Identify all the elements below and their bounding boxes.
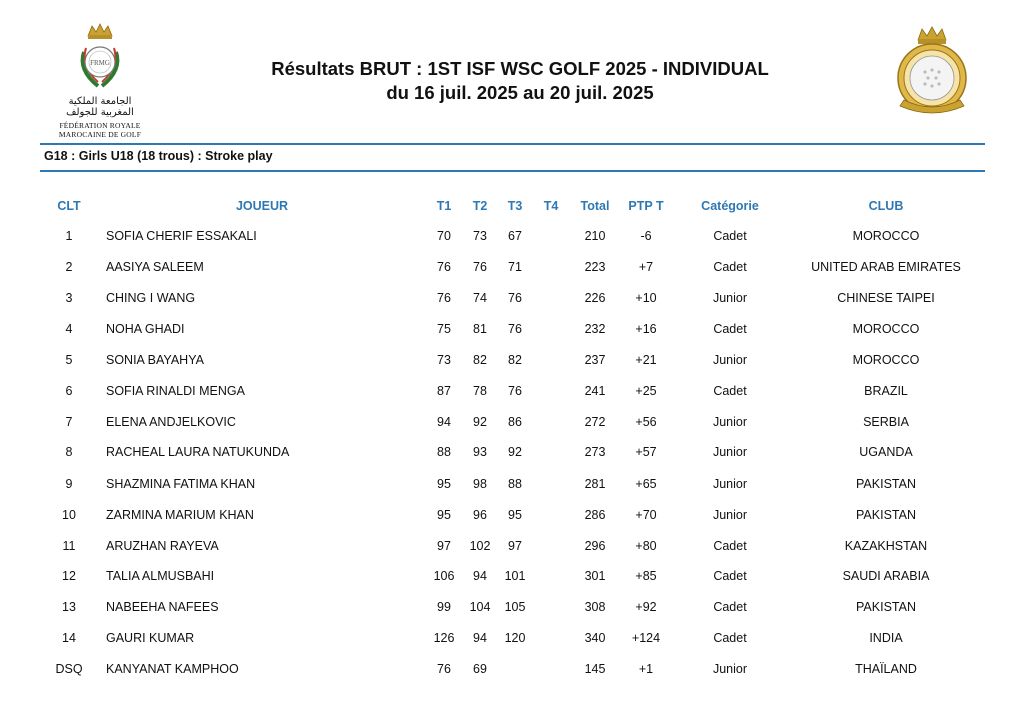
cell-total: 223: [584, 260, 606, 274]
table-row: [0, 415, 1024, 435]
col-header-total: Total: [580, 199, 610, 213]
cell-t1: 126: [433, 631, 455, 645]
cell-club: MOROCCO: [852, 322, 920, 336]
table-row: [0, 291, 1024, 311]
seal-text: FRMG: [90, 59, 110, 67]
cell-t1: 76: [437, 291, 451, 305]
cell-ptp: +25: [635, 384, 657, 398]
cell-t1: 97: [437, 539, 451, 553]
cell-t2: 94: [473, 569, 487, 583]
federation-arabic-name: الجامعة الملكية المغربية للجولف: [66, 96, 134, 118]
federation-seal-icon: [68, 22, 132, 94]
cell-ptp: +65: [635, 477, 657, 491]
date-range: du 16 juil. 2025 au 20 juil. 2025: [386, 82, 654, 103]
cell-total: 226: [584, 291, 606, 305]
trophy-logo: [890, 26, 974, 116]
cell-joueur: NOHA GHADI: [106, 322, 185, 336]
cell-joueur: ZARMINA MARIUM KHAN: [106, 508, 254, 522]
cell-joueur: CHING I WANG: [106, 291, 196, 305]
cell-categorie: Cadet: [713, 384, 747, 398]
cell-t2: 96: [473, 508, 487, 522]
cell-joueur: KANYANAT KAMPHOO: [106, 662, 239, 676]
table-row: [0, 477, 1024, 497]
cell-ptp: +56: [635, 415, 657, 429]
golf-ball-crown-icon: [890, 26, 974, 116]
cell-club: MOROCCO: [852, 229, 920, 243]
cell-club: PAKISTAN: [856, 600, 916, 614]
cell-total: 145: [584, 662, 606, 676]
cell-t3: 105: [504, 600, 526, 614]
cell-t3: 120: [504, 631, 526, 645]
cell-clt: 10: [62, 508, 76, 522]
cell-club: KAZAKHSTAN: [844, 539, 928, 553]
cell-t3: 88: [508, 477, 522, 491]
cell-categorie: Junior: [712, 291, 748, 305]
cell-joueur: NABEEHA NAFEES: [106, 600, 219, 614]
col-header-clt: CLT: [57, 199, 81, 213]
col-header-categorie: Catégorie: [701, 199, 759, 213]
cell-t1: 87: [437, 384, 451, 398]
cell-clt: 1: [65, 229, 73, 243]
col-header-t1: T1: [436, 199, 452, 213]
cell-total: 273: [584, 445, 606, 459]
cell-t3: 82: [508, 353, 522, 367]
federation-latin-name: FÉDÉRATION ROYALE MAROCAINE DE GOLF: [58, 121, 142, 139]
cell-club: CHINESE TAIPEI: [837, 291, 935, 305]
cell-total: 237: [584, 353, 606, 367]
cell-total: 241: [584, 384, 606, 398]
cell-ptp: +92: [635, 600, 657, 614]
table-row: [0, 384, 1024, 404]
cell-categorie: Junior: [712, 477, 748, 491]
cell-total: 286: [584, 508, 606, 522]
cell-t2: 92: [473, 415, 487, 429]
cell-t2: 93: [473, 445, 487, 459]
cell-t1: 70: [437, 229, 451, 243]
cell-club: THAÏLAND: [855, 662, 917, 676]
cell-categorie: Cadet: [713, 260, 747, 274]
cell-joueur: AASIYA SALEEM: [106, 260, 204, 274]
cell-ptp: +7: [638, 260, 654, 274]
cell-ptp: +10: [635, 291, 657, 305]
cell-t1: 73: [437, 353, 451, 367]
cell-t1: 76: [437, 662, 451, 676]
cell-t3: 76: [508, 322, 522, 336]
table-row: [0, 569, 1024, 589]
cell-joueur: ARUZHAN RAYEVA: [106, 539, 219, 553]
cell-joueur: ELENA ANDJELKOVIC: [106, 415, 236, 429]
table-row: [0, 631, 1024, 651]
cell-ptp: -6: [640, 229, 652, 243]
bottom-divider: [40, 170, 985, 172]
col-header-t2: T2: [472, 199, 488, 213]
col-header-ptp: PTP T: [628, 199, 664, 213]
table-row: [0, 539, 1024, 559]
cell-categorie: Cadet: [713, 229, 747, 243]
cell-t2: 74: [473, 291, 487, 305]
cell-ptp: +57: [635, 445, 657, 459]
cell-t3: 76: [508, 384, 522, 398]
cell-t1: 99: [437, 600, 451, 614]
cell-t3: 95: [508, 508, 522, 522]
cell-joueur: SHAZMINA FATIMA KHAN: [106, 477, 256, 491]
cell-t3: 92: [508, 445, 522, 459]
cell-ptp: +21: [635, 353, 657, 367]
cell-t2: 81: [473, 322, 487, 336]
cell-clt: 6: [65, 384, 73, 398]
cell-t2: 73: [473, 229, 487, 243]
cell-t3: 67: [508, 229, 522, 243]
cell-categorie: Cadet: [713, 631, 747, 645]
cell-t2: 76: [473, 260, 487, 274]
cell-total: 281: [584, 477, 606, 491]
cell-t2: 94: [473, 631, 487, 645]
cell-joueur: RACHEAL LAURA NATUKUNDA: [106, 445, 290, 459]
cell-t2: 102: [469, 539, 491, 553]
cell-club: BRAZIL: [864, 384, 908, 398]
table-row: [0, 322, 1024, 342]
cell-t1: 75: [437, 322, 451, 336]
col-header-t3: T3: [507, 199, 523, 213]
cell-club: SAUDI ARABIA: [842, 569, 930, 583]
cell-club: UNITED ARAB EMIRATES: [811, 260, 961, 274]
cell-t2: 78: [473, 384, 487, 398]
cell-joueur: TALIA ALMUSBAHI: [106, 569, 215, 583]
cell-total: 210: [584, 229, 606, 243]
cell-clt: 4: [65, 322, 73, 336]
cell-clt: 7: [65, 415, 73, 429]
cell-t1: 95: [437, 508, 451, 522]
cell-t3: 76: [508, 291, 522, 305]
cell-categorie: Junior: [712, 508, 748, 522]
cell-clt: 3: [65, 291, 73, 305]
cell-club: UGANDA: [859, 445, 913, 459]
cell-t2: 98: [473, 477, 487, 491]
cell-categorie: Cadet: [713, 569, 747, 583]
cell-t1: 88: [437, 445, 451, 459]
cell-t3: 86: [508, 415, 522, 429]
cell-club: PAKISTAN: [856, 477, 916, 491]
cell-ptp: +80: [635, 539, 657, 553]
cell-ptp: +85: [635, 569, 657, 583]
cell-categorie: Junior: [712, 353, 748, 367]
cell-categorie: Junior: [712, 662, 748, 676]
col-header-club: CLUB: [868, 199, 904, 213]
cell-club: SERBIA: [863, 415, 909, 429]
cell-clt: 12: [62, 569, 76, 583]
cell-t2: 69: [473, 662, 487, 676]
table-row: [0, 260, 1024, 280]
cell-ptp: +124: [631, 631, 661, 645]
cell-clt: 8: [65, 445, 73, 459]
cell-club: PAKISTAN: [856, 508, 916, 522]
cell-clt: 11: [62, 539, 76, 553]
cell-t2: 82: [473, 353, 487, 367]
cell-total: 272: [584, 415, 606, 429]
cell-clt: 2: [65, 260, 73, 274]
cell-t2: 104: [469, 600, 491, 614]
cell-total: 308: [584, 600, 606, 614]
cell-ptp: +70: [635, 508, 657, 522]
top-divider: [40, 143, 985, 145]
cell-t3: 97: [508, 539, 522, 553]
cell-t1: 95: [437, 477, 451, 491]
cell-clt: 9: [65, 477, 73, 491]
cell-t3: 71: [508, 260, 522, 274]
federation-logo: [52, 22, 148, 139]
table-row: [0, 229, 1024, 249]
col-header-joueur: JOUEUR: [235, 199, 289, 213]
cell-ptp: +16: [635, 322, 657, 336]
cell-total: 232: [584, 322, 606, 336]
cell-t3: 101: [504, 569, 526, 583]
cell-clt: 14: [62, 631, 76, 645]
cell-joueur: SOFIA RINALDI MENGA: [106, 384, 245, 398]
cell-t1: 94: [437, 415, 451, 429]
col-header-t4: T4: [543, 199, 559, 213]
section-title: G18 : Girls U18 (18 trous) : Stroke play: [44, 149, 273, 163]
table-row: [0, 353, 1024, 373]
cell-ptp: +1: [638, 662, 654, 676]
table-row: [0, 662, 1024, 682]
cell-t1: 106: [433, 569, 455, 583]
cell-joueur: SOFIA CHERIF ESSAKALI: [106, 229, 257, 243]
cell-categorie: Cadet: [713, 322, 747, 336]
cell-club: INDIA: [869, 631, 903, 645]
cell-categorie: Cadet: [713, 539, 747, 553]
table-row: [0, 600, 1024, 620]
cell-clt: 5: [65, 353, 73, 367]
table-row: [0, 508, 1024, 528]
cell-total: 340: [584, 631, 606, 645]
cell-club: MOROCCO: [852, 353, 920, 367]
cell-categorie: Junior: [712, 445, 748, 459]
cell-joueur: GAURI KUMAR: [106, 631, 195, 645]
cell-joueur: SONIA BAYAHYA: [106, 353, 204, 367]
cell-categorie: Junior: [712, 415, 748, 429]
cell-total: 296: [584, 539, 606, 553]
cell-categorie: Cadet: [713, 600, 747, 614]
cell-clt: DSQ: [55, 662, 83, 676]
page-title: Résultats BRUT : 1ST ISF WSC GOLF 2025 - INDIVIDUAL: [271, 58, 769, 79]
cell-clt: 13: [62, 600, 76, 614]
table-row: [0, 445, 1024, 465]
cell-t1: 76: [437, 260, 451, 274]
cell-total: 301: [584, 569, 606, 583]
